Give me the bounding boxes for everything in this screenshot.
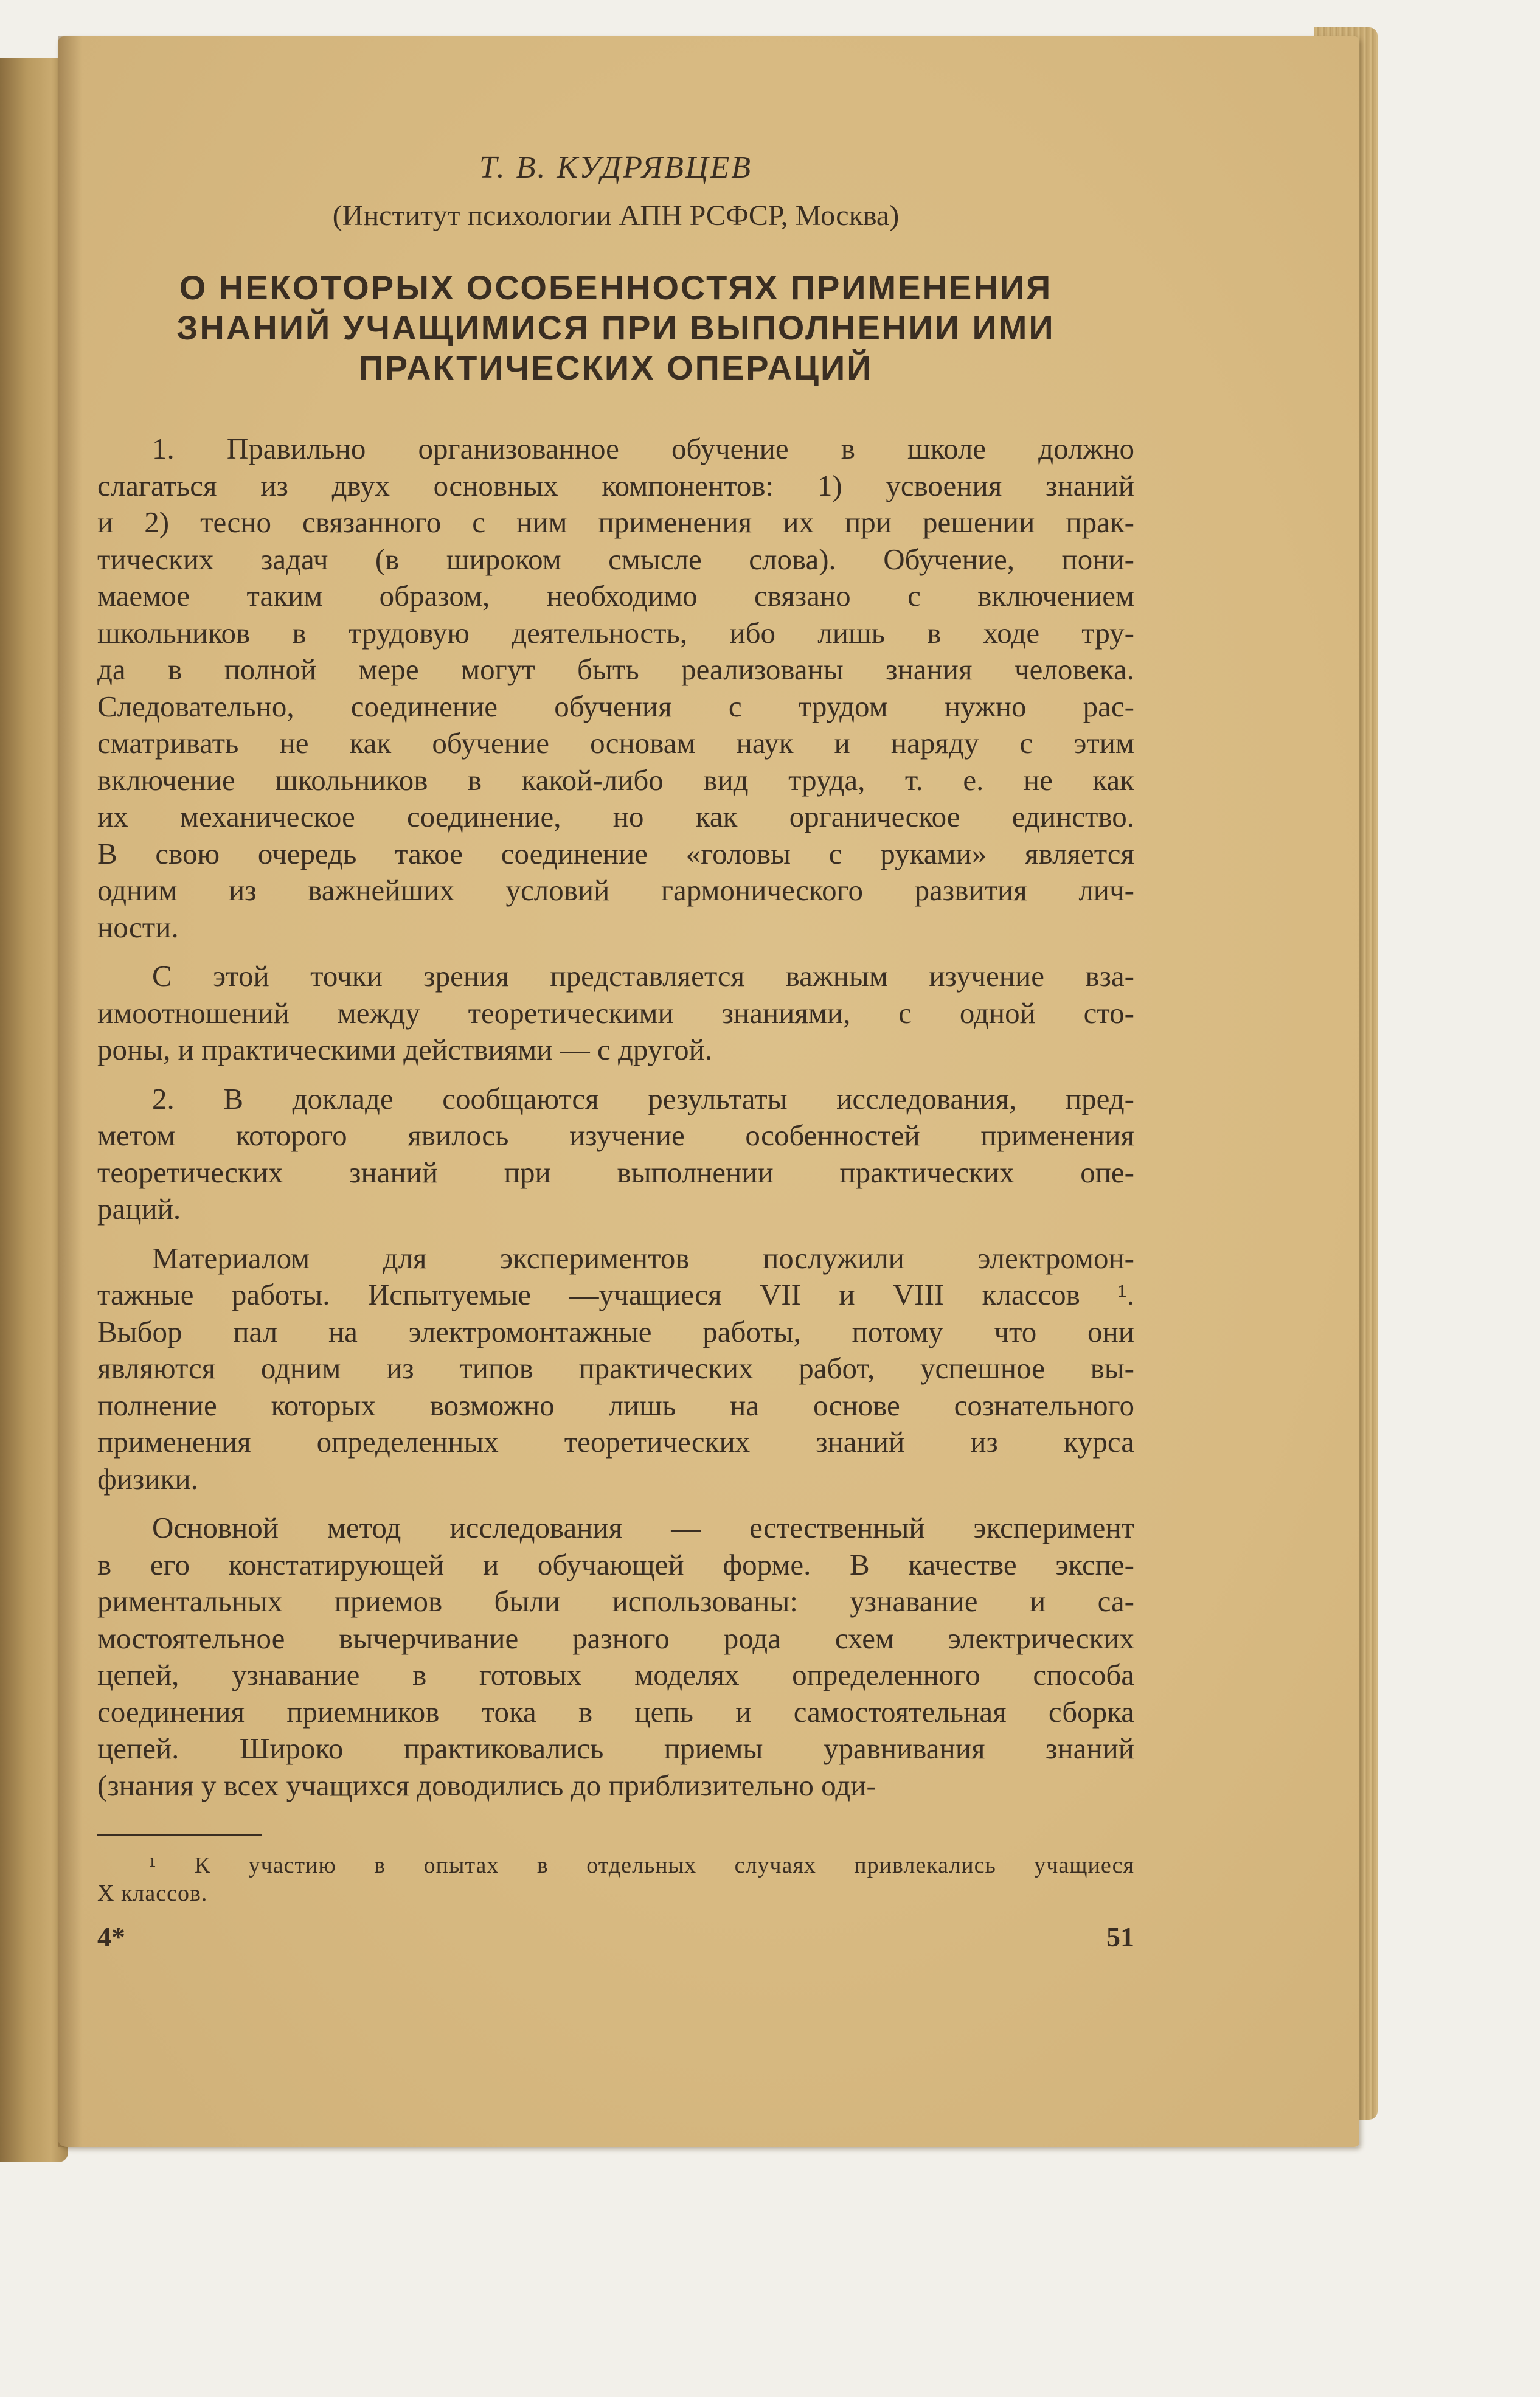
text-line: Следовательно, соединение обучения с трудом нужно рас- — [97, 689, 1134, 723]
paragraph — [97, 1510, 1134, 1804]
page-footer — [97, 1921, 1134, 1957]
footnote-line: X классов. — [97, 1881, 208, 1906]
title-line: ПРАКТИЧЕСКИХ ОПЕРАЦИЙ — [358, 349, 873, 387]
title-line: ЗНАНИЙ УЧАЩИМИСЯ ПРИ ВЫПОЛНЕНИИ ИМИ — [176, 308, 1055, 347]
text-line: риментальных приемов были использованы: узнавание и са- — [97, 1584, 1134, 1618]
text-line: тажные работы. Испытуемые —учащиеся VII и VIII классов ¹. — [97, 1278, 1134, 1311]
page-number: 51 — [1106, 1921, 1134, 1952]
signature-mark: 4* — [97, 1921, 125, 1952]
text-line: роны, и практическими действиями — с другой. — [97, 1033, 713, 1066]
text-line: С этой точки зрения представляется важным изучение вза- — [152, 959, 1134, 993]
text-line: (знания у всех учащихся доводились до приблизительно оди- — [97, 1768, 876, 1802]
title-line: О НЕКОТОРЫХ ОСОБЕННОСТЯХ ПРИМЕНЕНИЯ — [179, 268, 1053, 307]
text-line: раций. — [97, 1192, 181, 1226]
text-line: в его констатирующей и обучающей форме. В качестве экспе- — [97, 1547, 1134, 1581]
text-line: метом которого явилось изучение особенностей применения — [97, 1119, 1134, 1152]
text-line: теоретических знаний при выполнении практических опе- — [97, 1155, 1134, 1189]
text-line: и 2) тесно связанного с ним применения их при решении прак- — [97, 505, 1134, 539]
text-line: да в полной мере могут быть реализованы знания человека. — [97, 653, 1134, 686]
author-name: Т. В. КУДРЯВЦЕВ — [479, 150, 752, 185]
text-line: являются одним из типов практических работ, успешное вы- — [97, 1351, 1134, 1385]
text-line: их механическое соединение, но как органическое единство. — [97, 800, 1134, 833]
paragraph — [97, 1240, 1134, 1498]
text-line: 1. Правильно организованное обучение в школе должно — [152, 432, 1134, 465]
text-line: применения определенных теоретических знаний из курса — [97, 1425, 1134, 1459]
paragraph — [97, 1081, 1134, 1228]
author-affiliation: (Институт психологии АПН РСФСР, Москва) — [332, 199, 900, 232]
text-line: Выбор пал на электромонтажные работы, потому что они — [97, 1314, 1134, 1348]
footnote-rule — [97, 1834, 262, 1836]
footnote — [97, 1851, 1134, 1907]
text-line: ности. — [97, 910, 179, 944]
text-line: включение школьников в какой-либо вид труда, т. е. не как — [97, 763, 1134, 797]
text-line: Материалом для экспериментов послужили электромон- — [152, 1241, 1134, 1275]
text-line: В свою очередь такое соединение «головы с руками» является — [97, 836, 1134, 870]
text-line: Основной метод исследования — естественный эксперимент — [152, 1511, 1134, 1544]
text-line: цепей, узнавание в готовых моделях определенного способа — [97, 1658, 1134, 1691]
text-line: маемое таким образом, необходимо связано с включением — [97, 579, 1134, 612]
text-line: 2. В докладе сообщаются результаты исследования, пред- — [152, 1081, 1134, 1115]
text-line: школьников в трудовую деятельность, ибо лишь в ходе тру- — [97, 616, 1134, 650]
text-line: одним из важнейших условий гармонического развития лич- — [97, 873, 1134, 907]
page-content — [97, 149, 1134, 1957]
text-line: тических задач (в широком смысле слова). Обучение, пони- — [97, 542, 1134, 576]
text-line: полнение которых возможно лишь на основе сознательного — [97, 1388, 1134, 1422]
footnote-line: ¹ К участию в опытах в отдельных случаях привлекались учащиеся — [149, 1853, 1134, 1878]
page-gutter-shadow — [58, 36, 82, 2147]
text-line: физики. — [97, 1462, 198, 1496]
text-line: сматривать не как обучение основам наук и наряду с этим — [97, 726, 1134, 760]
text-line: мостоятельное вычерчивание разного рода схем электрических — [97, 1621, 1134, 1655]
article-title — [97, 268, 1134, 388]
body-text — [97, 431, 1134, 1804]
text-line: имоотношений между теоретическими знаниями, с одной сто- — [97, 996, 1134, 1030]
text-line: соединения приемников тока в цепь и самостоятельная сборка — [97, 1695, 1134, 1729]
text-line: слагаться из двух основных компонентов: 1) усвоения знаний — [97, 468, 1134, 502]
text-line: цепей. Широко практиковались приемы уравнивания знаний — [97, 1732, 1134, 1765]
paragraph — [97, 431, 1134, 946]
paragraph — [97, 958, 1134, 1069]
